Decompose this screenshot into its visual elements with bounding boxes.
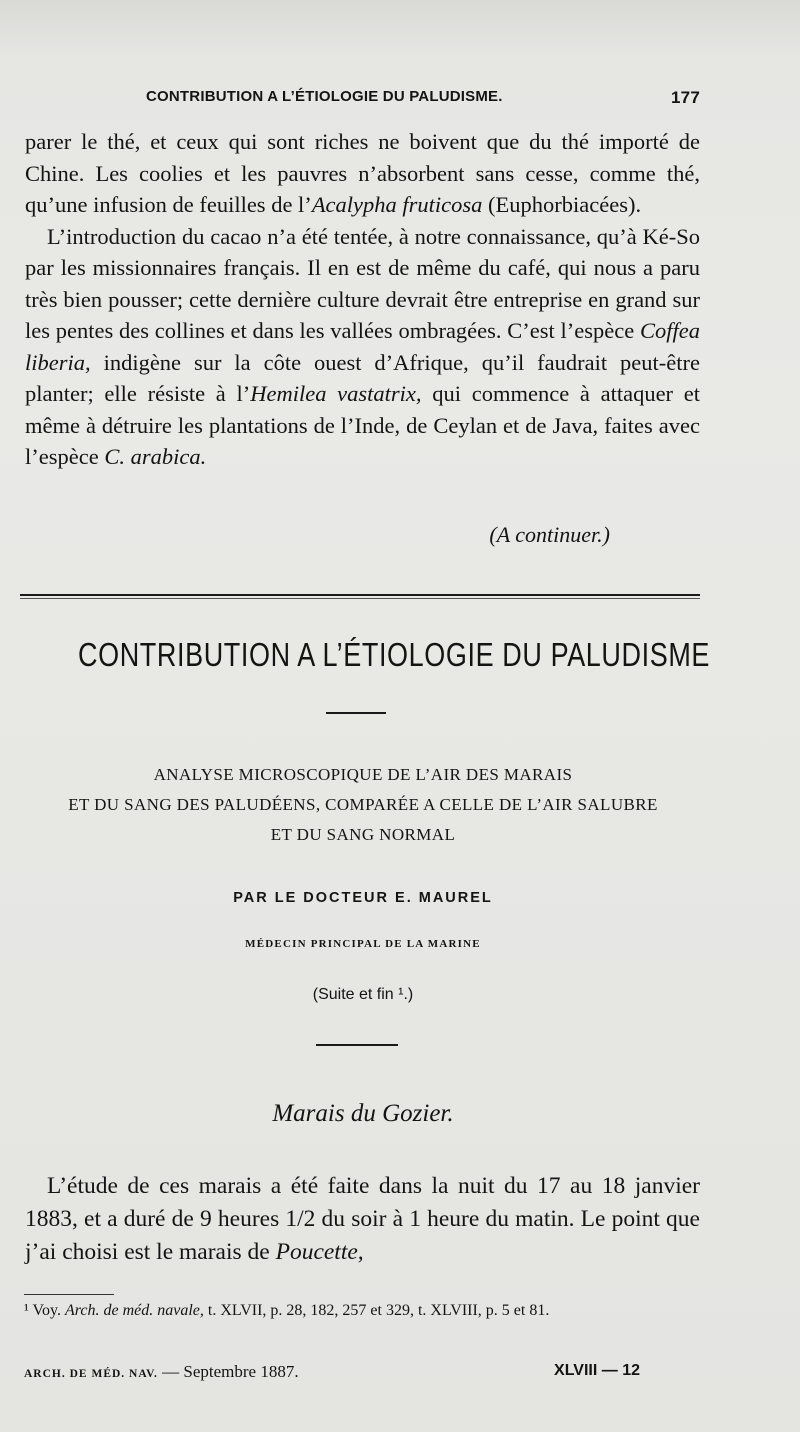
title-rule bbox=[326, 712, 386, 714]
footnote bbox=[24, 1300, 700, 1322]
author-rank: MÉDECIN PRINCIPAL DE LA MARINE bbox=[245, 938, 481, 950]
paragraph bbox=[25, 126, 700, 221]
suite-note: (Suite et fin ¹.) bbox=[312, 986, 414, 1003]
italic-text: Poucette, bbox=[275, 1239, 364, 1265]
section-divider bbox=[20, 594, 700, 596]
text-run: indigène sur la côte ouest d’Afrique, qu’il faudrait peut-être planter; elle résiste à l’ bbox=[25, 349, 700, 406]
running-title: CONTRIBUTION A L’ÉTIOLOGIE DU PALUDISME. bbox=[146, 88, 503, 105]
top-text-block bbox=[25, 126, 700, 473]
page-number: 177 bbox=[671, 88, 700, 107]
section-heading: Marais du Gozier. bbox=[272, 1100, 454, 1127]
subtitle-line: ANALYSE MICROSCOPIQUE DE L’AIR DES MARAIS bbox=[153, 765, 573, 784]
issue-date: — Septembre 1887. bbox=[162, 1362, 299, 1381]
subtitle-line: ET DU SANG NORMAL bbox=[270, 825, 456, 844]
text-run: ¹ Voy. bbox=[24, 1302, 65, 1319]
text-run: parer le thé, et ceux qui sont riches ne boivent que du thé importé de Chine. Les coolies et les pauvres n’absorbent sans cesse, comme thé, qu’une infusion de feuilles de l’ bbox=[25, 129, 700, 217]
paragraph bbox=[25, 221, 700, 473]
volume-sheet: XLVIII — 12 bbox=[554, 1362, 640, 1379]
section-divider-thin bbox=[20, 598, 700, 599]
italic-text: Hemilea vastatrix, bbox=[250, 381, 422, 406]
italic-text: Coffea liberia, bbox=[25, 318, 700, 375]
to-be-continued: (A continuer.) bbox=[489, 522, 610, 547]
text-run: qui commence à attaquer et même à détruire les plantations de l’Inde, de Ceylan et de Java, faites avec l’espèce bbox=[25, 381, 700, 469]
text-run: (Euphorbiacées). bbox=[482, 192, 642, 217]
journal-abbrev: ARCH. DE MÉD. NAV. bbox=[24, 1368, 158, 1380]
running-header bbox=[146, 88, 700, 105]
article-body bbox=[25, 1170, 700, 1269]
text-run: L’introduction du cacao n’a été tentée, à notre connaissance, qu’à Ké-So par les missionnaires français. Il en est de même du café, qui nous a paru très bien pousser; cette dernière culture devrait être entreprise en grand sur les pentes des collines et dans les vallées ombragées. C’est l’espèce bbox=[25, 223, 700, 343]
text-run: t. XLVII, p. 28, 182, 257 et 329, t. XLVIII, p. 5 et 81. bbox=[203, 1302, 550, 1319]
italic-text: Arch. de méd. navale, bbox=[64, 1302, 204, 1319]
paragraph bbox=[25, 1170, 700, 1269]
italic-text: Acalypha fruticosa bbox=[311, 192, 483, 217]
footnote-rule bbox=[24, 1294, 114, 1295]
italic-text: C. arabica. bbox=[104, 444, 207, 469]
subtitle-line: ET DU SANG DES PALUDÉENS, COMPARÉE A CELLE DE L’AIR SALUBRE bbox=[68, 795, 658, 814]
author-name: PAR LE DOCTEUR E. MAUREL bbox=[233, 890, 493, 906]
article-title: CONTRIBUTION A L’ÉTIOLOGIE DU PALUDISME bbox=[78, 636, 711, 674]
text-run: L’étude de ces marais a été faite dans la nuit du 17 au 18 janvier 1883, et a duré de 9 heures 1/2 du soir à 1 heure du matin. Le point que j’ai choisi est le marais de bbox=[25, 1173, 700, 1265]
suite-rule bbox=[316, 1044, 398, 1046]
